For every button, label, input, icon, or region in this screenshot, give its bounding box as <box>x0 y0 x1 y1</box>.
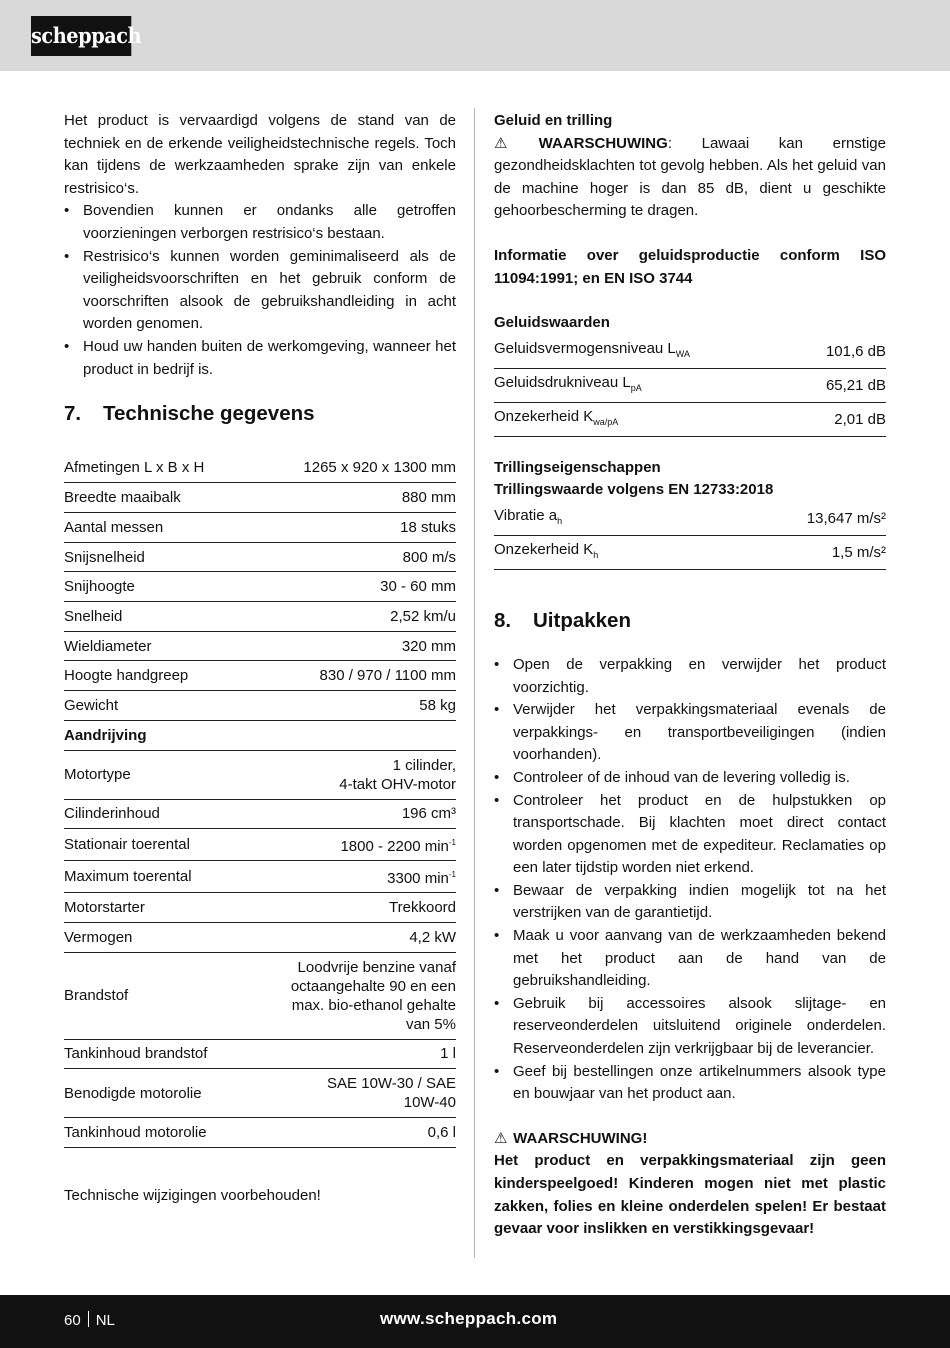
table-row: Vermogen 4,2 kW <box>64 922 456 952</box>
vibration-heading: Trillingseigenschappen <box>494 458 661 476</box>
bullet-icon: • <box>64 337 70 355</box>
risk-bullet-list <box>64 200 456 381</box>
bullet-icon: • <box>64 247 70 265</box>
table-row: Geluidsvermogensniveau $L_{WA}$ 101,6 dB <box>494 335 886 369</box>
table-row: Motorstarter Trekkoord <box>64 893 456 923</box>
unpack-bullet-list <box>494 654 886 1106</box>
table-row: Benodigde motorolie SAE 10W-30 / SAE 10W-40 <box>64 1069 456 1118</box>
bullet-icon: • <box>494 701 500 719</box>
table-row: Snijsnelheid 800 m/s <box>64 542 456 572</box>
list-item: • Geef bij bestellingen onze artikelnummers alsook type en bouwjaar van het product aan. <box>494 1062 886 1103</box>
list-item: • Maak u voor aanvang van de werkzaamheden bekend met het product aan de hand van de gebruikshandleiding. <box>494 927 886 990</box>
final-warning-text: Het product en verpakkingsmateriaal zijn geen kinderspeelgoed! Kinderen mogen niet met plastic zakken, folies en kleine onderdelen spelen! Er bestaat gevaar voor inslikken en verstikkingsgevaar! <box>494 1152 886 1238</box>
list-item: • Bewaar de verpakking indien mogelijk tot na het verstrijken van de garantietijd. <box>494 881 886 922</box>
table-row: Cilinderinhoud 196 cm³ <box>64 799 456 829</box>
table-row: Tankinhoud motorolie 0,6 l <box>64 1118 456 1148</box>
bullet-icon: • <box>494 881 500 899</box>
section-heading-technical: 7. Technische gegevens <box>64 402 315 426</box>
list-item: • Controleer of de inhoud van de levering volledig is. <box>494 767 886 790</box>
warning-icon: ⚠ <box>494 134 508 152</box>
table-row: Aantal messen 18 stuks <box>64 513 456 543</box>
list-item: • Houd uw handen buiten de werkomgeving, wanneer het product in bedrijf is. <box>64 337 456 378</box>
footer-bar <box>0 1295 950 1348</box>
sound-values-heading: Geluidswaarden <box>494 314 610 332</box>
header-bar <box>0 0 950 71</box>
table-row: Onzekerheid $K_h$ 1,5 m/s² <box>494 535 886 569</box>
table-row: Gewicht 58 kg <box>64 691 456 721</box>
left-column <box>64 110 456 1208</box>
table-row: Hoogte handgreep 830 / 970 / 1100 mm <box>64 661 456 691</box>
table-row: Brandstof Loodvrije benzine vanaf octaangehalte 90 en een max. bio-ethanol gehalte van 5% <box>64 952 456 1039</box>
table-row: Breedte maaibalk 880 mm <box>64 483 456 513</box>
table-row: Stationair toerental 1800 - 2200 $\min^{-1}$ <box>64 829 456 861</box>
spec-table <box>64 453 456 1148</box>
list-item: • Open de verpakking en verwijder het product voorzichtig. <box>494 655 886 696</box>
footnote: Technische wijzigingen voorbehouden! <box>64 1186 321 1204</box>
table-row: Maximum toerental 3300 $\min^{-1}$ <box>64 861 456 893</box>
bullet-icon: • <box>64 202 70 220</box>
table-row: Onzekerheid $K_{wa/pA}$ 2,01 dB <box>494 402 886 436</box>
vibration-subheading: Trillingswaarde volgens EN 12733:2018 <box>494 481 774 499</box>
scheppach-logo: scheppach <box>31 16 131 56</box>
warning-icon: ⚠ <box>494 1129 508 1147</box>
table-row: Tankinhoud brandstof 1 l <box>64 1039 456 1069</box>
table-row: Vibratie $a_h$ 13,647 m/s² <box>494 502 886 536</box>
footer-separator <box>88 1311 89 1327</box>
bullet-icon: • <box>494 791 500 809</box>
table-row: Afmetingen L x B x H 1265 x 920 x 1300 mm <box>64 453 456 483</box>
page-number: 60 NL <box>64 1312 115 1329</box>
list-item: • Controleer het product en de hulpstukken op transportschade. Bij klachten moet direct contact worden opgenomen met de expediteur. Reclamaties op een later tijdstip worden niet erkend. <box>494 791 886 877</box>
list-item: • Verwijder het verpakkingsmateriaal evenals de verpakkings- en transportbeveiligingen (indien voorhanden). <box>494 701 886 764</box>
right-column <box>494 110 886 1241</box>
footer-url: www.scheppach.com <box>380 1309 558 1328</box>
table-row: Snijhoogte 30 - 60 mm <box>64 572 456 602</box>
bullet-icon: • <box>494 655 500 673</box>
intro-paragraph: Het product is vervaardigd volgens de stand van de techniek en de erkende veiligheidstechnische regels. Toch kan tijdens de werkzaamheden sprake zijn van enkele restrisico‘s. <box>64 112 456 197</box>
table-row: Geluidsdrukniveau $L_{pA}$ 65,21 dB <box>494 368 886 402</box>
list-item: • Bovendien kunnen er ondanks alle getroffen voorzieningen verborgen restrisico‘s bestaan. <box>64 202 456 242</box>
final-warning-heading: ⚠ WAARSCHUWING! <box>494 1128 886 1151</box>
list-item: • Restrisico‘s kunnen worden geminimaliseerd als de veiligheidsvoorschriften en het gebruik conform de voorschriften alsook de gebruikshandleiding in acht worden genomen. <box>64 247 456 333</box>
noise-warning: ⚠ WAARSCHUWING: Lawaai kan ernstige gezondheidsklachten tot gevolg hebben. Als het geluid van de machine hoger is dan 85 dB, dient u geschikte gehoorbescherming te dragen. <box>494 134 886 220</box>
table-subheading: Aandrijving <box>64 720 456 750</box>
vibration-table <box>494 502 886 570</box>
column-divider <box>474 108 475 1258</box>
noise-heading: Geluid en trilling <box>494 112 613 129</box>
bullet-icon: • <box>494 1062 500 1080</box>
iso-heading: Informatie over geluidsproductie conform ISO 11094:1991; en EN ISO 3744 <box>494 246 886 287</box>
table-row: Snelheid 2,52 km/u <box>64 602 456 632</box>
bullet-icon: • <box>494 927 500 945</box>
list-item: • Gebruik bij accessoires alsook slijtage- en reserveonderdelen uitsluitend originele onderdelen. Reserveonderdelen zijn verkrijgbaar bij de leverancier. <box>494 994 886 1058</box>
bullet-icon: • <box>494 994 500 1012</box>
section-heading-unpacking: 8. Uitpakken <box>494 608 631 632</box>
table-row: Motortype 1 cilinder, 4-takt OHV-motor <box>64 750 456 799</box>
table-row: Wieldiameter 320 mm <box>64 631 456 661</box>
bullet-icon: • <box>494 768 500 786</box>
sound-table <box>494 335 886 437</box>
